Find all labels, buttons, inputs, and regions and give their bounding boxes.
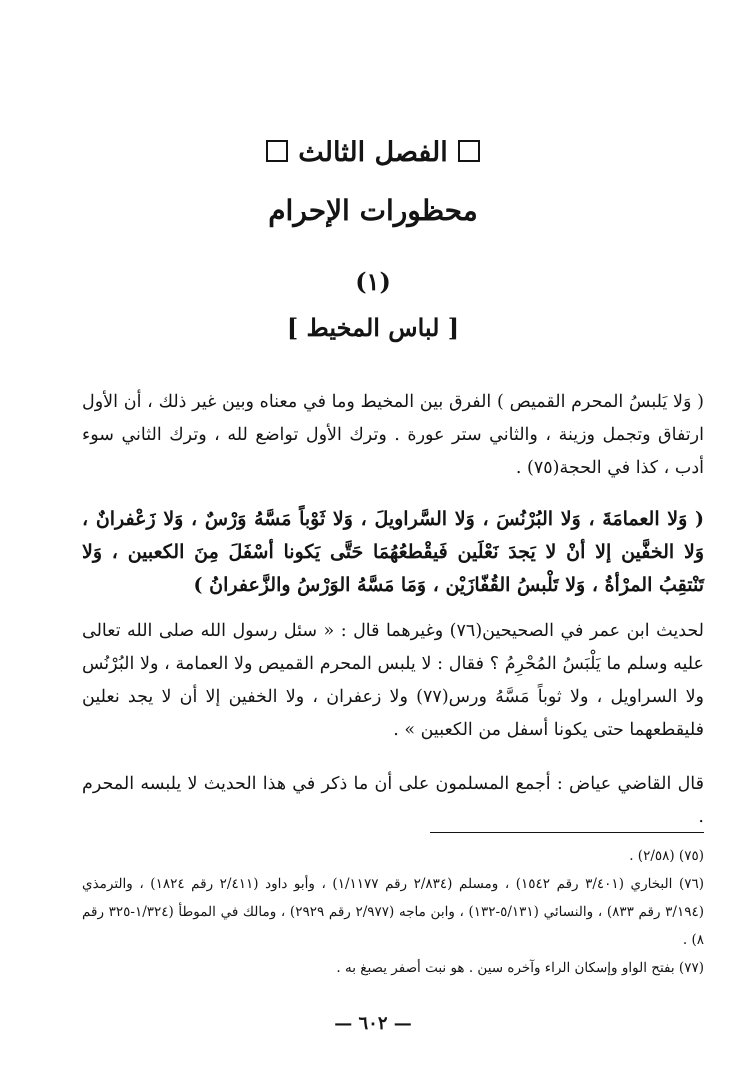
square-ornament-icon [458, 140, 480, 162]
chapter-heading [0, 133, 746, 173]
page-number: — ٦٠٢ — [334, 1013, 412, 1034]
subsection-title: [ لباس المخيط ] [286, 313, 460, 342]
paragraph-qadi-iyad: قال القاضي عياض : أجمع المسلمون على أن ما ذكر في هذا الحديث لا يلبسه المحرم . [82, 773, 704, 827]
paragraph-commentary-1: ( وَلا يَلبسُ المحرم القميص ) الفرق بين المخيط وما في معناه وبين غير ذلك ، أن الأول ارتفاق وتجمل وزينة ، والثاني ستر عورة . وترك الأول تواضع لله ، وترك الثاني سوء أدب ، كذا في الحجة(٧٥) . [82, 391, 704, 478]
footnote-76: (٧٦) البخاري (٣/٤٠١ رقم ١٥٤٢) ، ومسلم (٢/٨٣٤ رقم ١/١١٧٧) ، وأبو داود (٢/٤١١ رقم ١٨٢٤) ، والترمذي (٣/١٩٤ رقم ٨٣٣) ، والنسائي (٥/١٣١-١٣٢) ، وابن ماجه (٢/٩٧٧ رقم ٢٩٢٩) ، ومالك في الموطأ (١/٣٢٤-٣٢٥ رقم ٨) . [82, 876, 705, 948]
chapter-title: الفصل الثالث [298, 137, 448, 168]
footnote-75: (٧٥) (٢/٥٨) . [629, 848, 704, 864]
paragraph-matn: ( وَلا العمامَةَ ، وَلا البُرْنُسَ ، وَلا السَّراويلَ ، وَلا ثَوْباً مَسَّهُ وَرْسٌ ، وَلا زَعْفرانٌ ، وَلا الخفَّين إلا أنْ لا يَجدَ نَعْلَين فَيقْطعُهُمَا حَتَّى يَكونا أسْفَلَ مِنَ الكعبين ، وَلا تَنْتقِبُ المرْأةُ ، وَلا تَلْبسُ القُفّازَيْن ، وَمَا مَسَّهُ الوَرْسُ والزَّعفرانُ ) [82, 508, 704, 596]
square-ornament-icon [266, 140, 288, 162]
subsection-number: (١) [355, 267, 391, 296]
section-title: محظورات الإحرام [268, 194, 478, 227]
footnote-divider [430, 832, 704, 833]
footnotes [82, 842, 704, 982]
footnote-77: (٧٧) بفتح الواو وإسكان الراء وآخره سين . هو نبت أصفر يصبغ به . [336, 960, 704, 976]
paragraph-hadith: لحديث ابن عمر في الصحيحين(٧٦) وغيرهما قال : « سئل رسول الله صلى الله تعالى عليه وسلم ما يَلْبَسُ المُحْرِمُ ؟ فقال : لا يلبس المحرم القميص ولا العمامة ، ولا البُرْنُس ولا السراويل ، ولا ثوباً مَسَّهُ ورس(٧٧) ولا زعفران ، ولا الخفين إلا أن لا يجد نعلين فليقطعهما حتى يكونا أسفل من الكعبين » . [82, 620, 705, 740]
